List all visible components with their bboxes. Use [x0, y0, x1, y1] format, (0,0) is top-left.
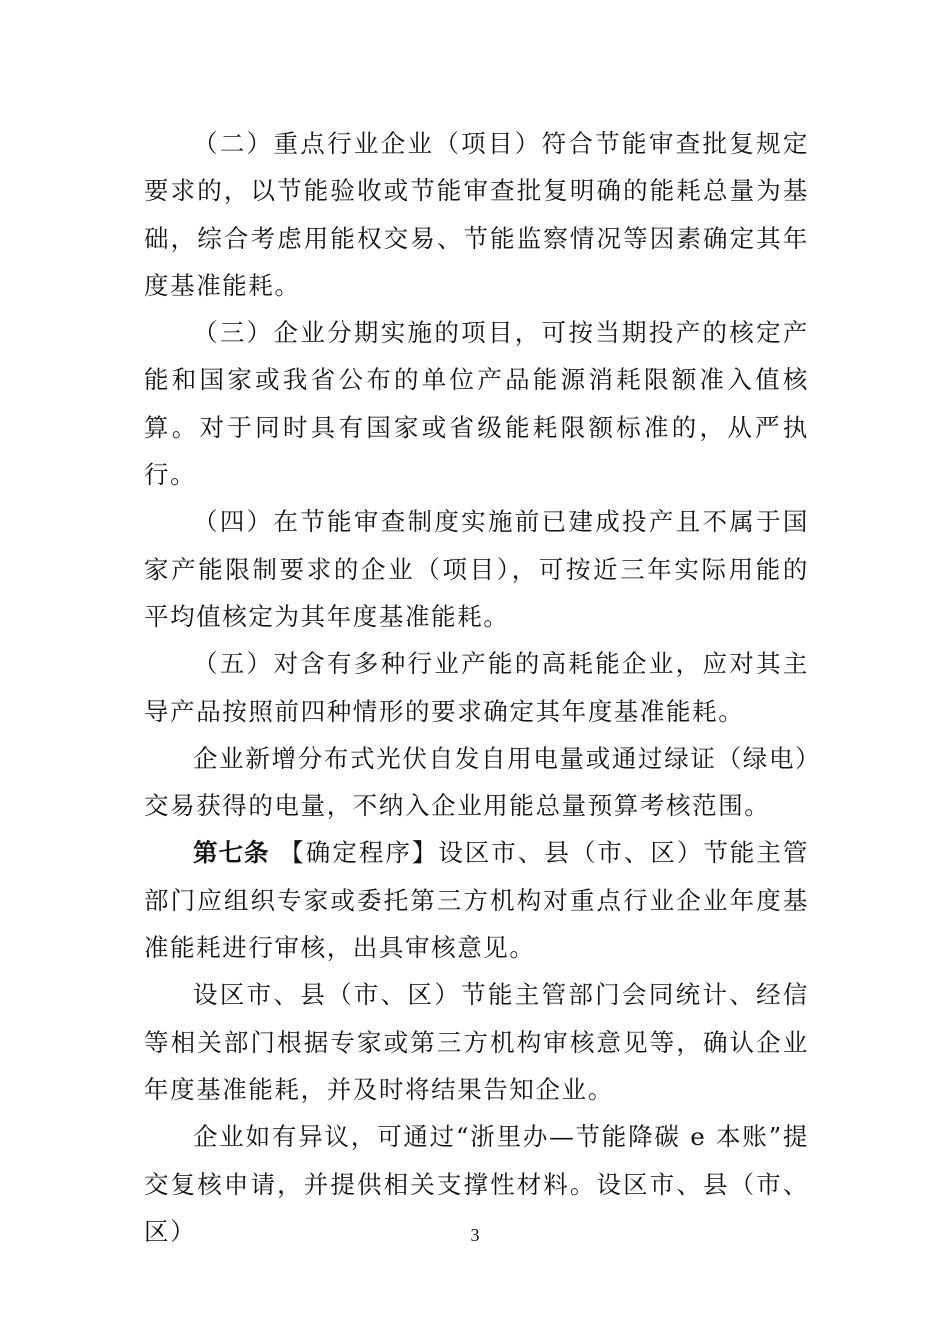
document-body [144, 120, 809, 1255]
paragraph-item-3: （三）企业分期实施的项目，可按当期投产的核定产能和国家或我省公布的单位产品能源消耗限额准入值核算。对于同时具有国家或省级能耗限额标准的，从严执行。 [144, 318, 809, 490]
page-number: 3 [470, 1225, 480, 1245]
paragraph-item-5: （五）对含有多种行业产能的高耗能企业，应对其主导产品按照前四种情形的要求确定其年度基准能耗。 [144, 649, 809, 726]
paragraph-objection: 企业如有异议，可通过“浙里办—节能降碳 e 本账”提交复核申请，并提供相关支撑性材料。设区市、县（市、区） [144, 1122, 809, 1246]
paragraph-item-4: （四）在节能审查制度实施前已建成投产且不属于国家产能限制要求的企业（项目），可按近三年实际用能的平均值核定为其年度基准能耗。 [144, 507, 809, 631]
paragraph-item-2: （二）重点行业企业（项目）符合节能审查批复规定要求的，以节能验收或节能审查批复明确的能耗总量为基础，综合考虑用能权交易、节能监察情况等因素确定其年度基准能耗。 [144, 129, 809, 300]
paragraph-article-7 [144, 829, 809, 971]
article-heading: 第七条 [193, 838, 270, 868]
paragraph-confirmation: 设区市、县（市、区）节能主管部门会同统计、经信等相关部门根据专家或第三方机构审核意见等，确认企业年度基准能耗，并及时将结果告知企业。 [144, 980, 809, 1104]
article-7-text: 【确定程序】设区市、县（市、区）节能主管部门应组织专家或委托第三方机构对重点行业企业年度基准能耗进行审核，出具审核意见。 [144, 838, 809, 963]
paragraph-green-power: 企业新增分布式光伏自发自用电量或通过绿证（绿电）交易获得的电量，不纳入企业用能总量预算考核范围。 [144, 743, 809, 821]
